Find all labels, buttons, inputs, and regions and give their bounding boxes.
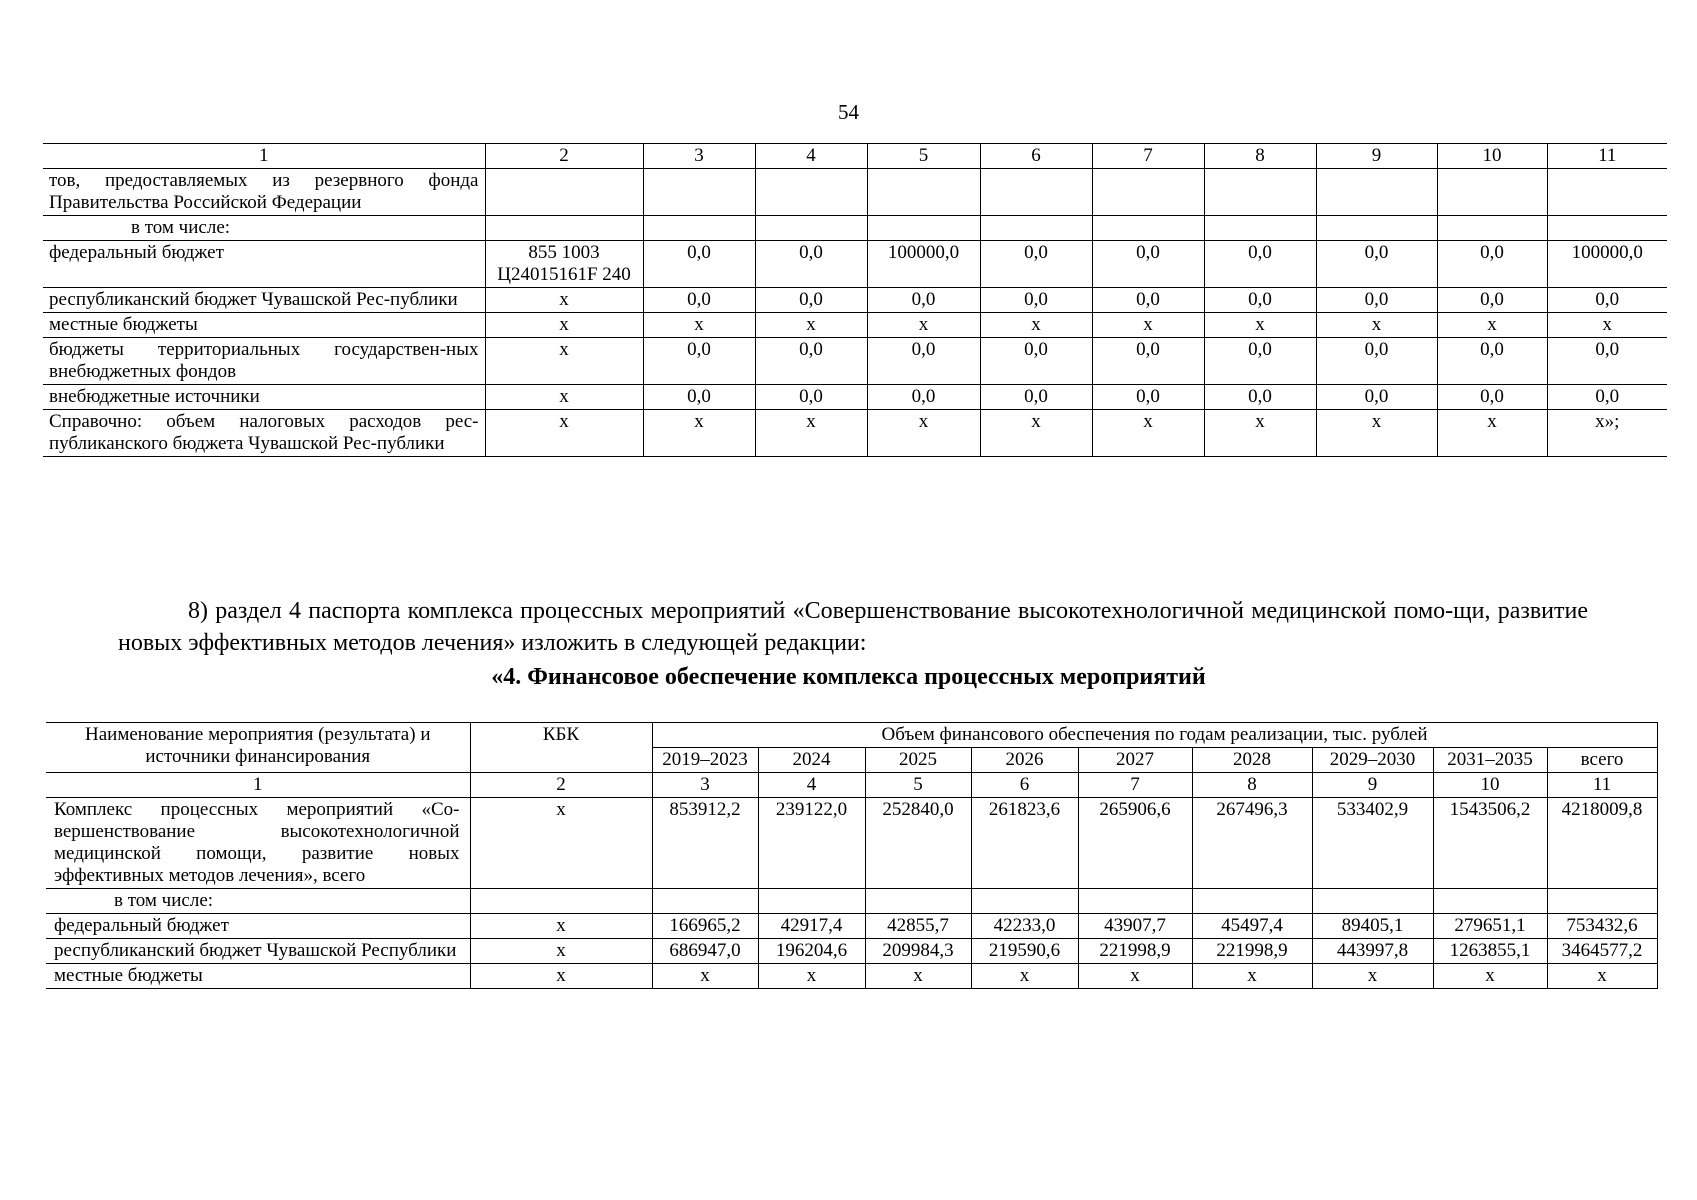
table-row [43,216,1667,241]
table-cell: х [652,964,758,989]
table-cell: х [1437,313,1547,338]
table-cell [643,169,755,216]
header-year: 2026 [971,748,1078,773]
table-cell: 0,0 [1092,241,1204,288]
table-cell [1316,216,1437,241]
table-cell: х»; [1547,410,1667,457]
table-cell: х [1078,964,1192,989]
table-cell [470,889,652,914]
table-cell [1204,169,1316,216]
table-cell [1204,216,1316,241]
header-year: 2031–2035 [1433,748,1547,773]
column-number: 9 [1316,144,1437,169]
table-row [43,313,1667,338]
table-cell: 0,0 [1316,385,1437,410]
table-cell: 89405,1 [1312,914,1433,939]
column-number: 11 [1547,144,1667,169]
column-number: 8 [1192,773,1312,798]
column-number: 1 [46,773,470,798]
table-row [43,288,1667,313]
table-cell: 533402,9 [1312,798,1433,889]
table-cell: 100000,0 [867,241,980,288]
table-cell [1192,889,1312,914]
table-cell [1433,889,1547,914]
table-cell: х [1204,410,1316,457]
table-cell: х [485,410,643,457]
column-number: 5 [867,144,980,169]
table-cell: 686947,0 [652,939,758,964]
table-cell: х [867,313,980,338]
row-name: местные бюджеты [46,964,470,989]
header-year: 2029–2030 [1312,748,1433,773]
row-name: тов, предоставляемых из резервного фонда Правительства Российской Федерации [43,169,485,216]
column-number: 11 [1547,773,1657,798]
column-number: 10 [1437,144,1547,169]
header-year: 2027 [1078,748,1192,773]
column-number: 2 [470,773,652,798]
table-cell: 0,0 [867,338,980,385]
table-cell [980,169,1092,216]
table-cell [1316,169,1437,216]
table-row [46,964,1657,989]
table-cell: 0,0 [1437,288,1547,313]
table-cell: х [643,313,755,338]
table-cell: 0,0 [867,288,980,313]
table-cell: х [1312,964,1433,989]
table-cell: 166965,2 [652,914,758,939]
table-cell: 0,0 [755,338,867,385]
table-row [46,798,1657,889]
table-cell [1437,169,1547,216]
table-cell: х [1433,964,1547,989]
table-cell: 0,0 [643,338,755,385]
table-row [43,338,1667,385]
table-cell: х [470,964,652,989]
table-cell: 0,0 [867,385,980,410]
table-cell: 267496,3 [1192,798,1312,889]
table-cell: 0,0 [980,241,1092,288]
table-cell: 0,0 [755,288,867,313]
table-cell: 265906,6 [1078,798,1192,889]
table-cell [1547,216,1667,241]
table-cell [971,889,1078,914]
table-cell: 0,0 [980,338,1092,385]
column-number: 1 [43,144,485,169]
table-cell: 221998,9 [1192,939,1312,964]
table-cell: х [1437,410,1547,457]
table-cell [867,169,980,216]
table-cell [758,889,865,914]
table-cell: 0,0 [1316,288,1437,313]
table-row [43,241,1667,288]
table-cell: х [1092,410,1204,457]
row-name: федеральный бюджет [46,914,470,939]
table-cell: 239122,0 [758,798,865,889]
column-number-row [46,773,1657,798]
table-cell: 0,0 [1092,338,1204,385]
table-cell: х [485,288,643,313]
table-cell: 0,0 [1316,241,1437,288]
table-cell: 753432,6 [1547,914,1657,939]
header-year: 2025 [865,748,971,773]
header-volume: Объем финансового обеспечения по годам реализации, тыс. рублей [652,723,1657,748]
table-cell [1437,216,1547,241]
table-cell: 0,0 [1204,288,1316,313]
table-cell [755,216,867,241]
financing-table-continued [43,143,1667,457]
table-cell [1078,889,1192,914]
table-cell: х [980,313,1092,338]
table-cell: 853912,2 [652,798,758,889]
header-year: 2028 [1192,748,1312,773]
table-cell: 0,0 [1316,338,1437,385]
table-cell: 3464577,2 [1547,939,1657,964]
table-cell [1092,169,1204,216]
table-cell: 45497,4 [1192,914,1312,939]
header-row [46,723,1657,748]
table-cell: 0,0 [1547,288,1667,313]
table-cell: 221998,9 [1078,939,1192,964]
table-cell: 0,0 [1437,338,1547,385]
row-name: республиканский бюджет Чувашской Рес-публики [43,288,485,313]
table-cell: х [1547,964,1657,989]
column-number: 3 [643,144,755,169]
table-cell: х [470,798,652,889]
table-cell: х [1204,313,1316,338]
table-cell [865,889,971,914]
table-cell [1092,216,1204,241]
table-cell: 0,0 [1437,241,1547,288]
table-cell: 209984,3 [865,939,971,964]
table-cell [485,216,643,241]
table-row [46,914,1657,939]
table-cell: 43907,7 [1078,914,1192,939]
table-cell: 0,0 [1204,241,1316,288]
row-name: в том числе: [46,889,470,914]
row-name: федеральный бюджет [43,241,485,288]
table-cell: 0,0 [1204,385,1316,410]
table-cell: 443997,8 [1312,939,1433,964]
table-cell: 4218009,8 [1547,798,1657,889]
row-name: местные бюджеты [43,313,485,338]
table-cell: 196204,6 [758,939,865,964]
header-year: 2024 [758,748,865,773]
table-cell: х [470,939,652,964]
table-cell: х [758,964,865,989]
table-cell [867,216,980,241]
row-name: в том числе: [43,216,485,241]
column-number-row [43,144,1667,169]
page-number: 54 [838,100,859,124]
table-cell [652,889,758,914]
column-number: 8 [1204,144,1316,169]
table-cell: 1263855,1 [1433,939,1547,964]
header-year: 2019–2023 [652,748,758,773]
column-number: 2 [485,144,643,169]
table-cell: 261823,6 [971,798,1078,889]
column-number: 7 [1078,773,1192,798]
table-cell [485,169,643,216]
column-number: 6 [971,773,1078,798]
table-cell: х [865,964,971,989]
table-cell [643,216,755,241]
row-name: бюджеты территориальных государствен-ных внебюджетных фондов [43,338,485,385]
column-number: 4 [758,773,865,798]
column-number: 4 [755,144,867,169]
table-cell: 279651,1 [1433,914,1547,939]
row-name: Справочно: объем налоговых расходов рес-публиканского бюджета Чувашской Рес-публики [43,410,485,457]
row-name: Комплекс процессных мероприятий «Со-вершенствование высокотехнологичной медицинской помощи, развитие новых эффективных методов лечения», всего [46,798,470,889]
table-cell: х [485,313,643,338]
table-row [43,410,1667,457]
column-number: 7 [1092,144,1204,169]
table-cell: 1543506,2 [1433,798,1547,889]
table-cell: 0,0 [1092,385,1204,410]
table-row [43,385,1667,410]
column-number: 6 [980,144,1092,169]
table-cell: 252840,0 [865,798,971,889]
table-cell: 0,0 [1204,338,1316,385]
table-cell: х [1316,313,1437,338]
table-cell: 0,0 [1437,385,1547,410]
table-cell: 42855,7 [865,914,971,939]
column-number: 3 [652,773,758,798]
table-row [43,169,1667,216]
table-cell: 0,0 [643,241,755,288]
column-number: 9 [1312,773,1433,798]
table-cell: 0,0 [643,288,755,313]
table-cell: х [1547,313,1667,338]
table-cell [1547,889,1657,914]
table-cell: х [867,410,980,457]
table-row [46,889,1657,914]
column-number: 10 [1433,773,1547,798]
table-cell: х [1316,410,1437,457]
table-cell: 0,0 [643,385,755,410]
table-cell: 0,0 [755,241,867,288]
table-cell: х [485,385,643,410]
table-cell: х [485,338,643,385]
table-cell: х [470,914,652,939]
section-heading: «4. Финансовое обеспечение комплекса процессных мероприятий [491,664,1206,690]
table-cell: 42233,0 [971,914,1078,939]
table-cell: х [1092,313,1204,338]
row-name: республиканский бюджет Чувашской Республики [46,939,470,964]
amendment-paragraph: 8) раздел 4 паспорта комплекса процессных мероприятий «Совершенствование высокотехнологичной медицинской помо-щи, развитие новых эффективных методов лечения» изложить в следующей редакции: [118,598,1588,656]
header-name: Наименование мероприятия (результата) и источники финансирования [46,723,470,773]
header-total: всего [1547,748,1657,773]
table-cell: 0,0 [980,385,1092,410]
financing-table [46,722,1658,989]
table-cell: 219590,6 [971,939,1078,964]
column-number: 5 [865,773,971,798]
table-cell: х [1192,964,1312,989]
table-cell: 42917,4 [758,914,865,939]
table-cell: х [643,410,755,457]
table-cell: 0,0 [1092,288,1204,313]
table-cell [755,169,867,216]
table-cell: 0,0 [755,385,867,410]
table-cell [980,216,1092,241]
row-name: внебюджетные источники [43,385,485,410]
table-cell: х [755,410,867,457]
table-cell [1312,889,1433,914]
table-cell: 100000,0 [1547,241,1667,288]
table-cell: х [755,313,867,338]
table-row [46,939,1657,964]
table-cell: 0,0 [1547,338,1667,385]
table-cell [1547,169,1667,216]
table-cell: х [971,964,1078,989]
kbk-cell: 855 1003 Ц24015161F 240 [485,241,643,288]
header-kbk: КБК [470,723,652,773]
table-cell: 0,0 [980,288,1092,313]
table-cell: х [980,410,1092,457]
table-cell: 0,0 [1547,385,1667,410]
